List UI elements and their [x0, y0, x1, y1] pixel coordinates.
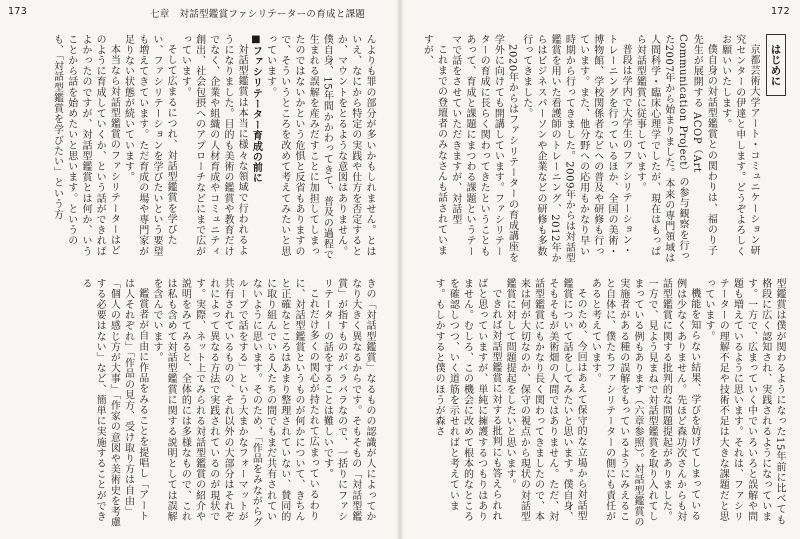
paragraph: 本当なら対話型鑑賞のファシリテーターはどのように育成していくか、という話ができればよかったのですが、対話型鑑賞とは何か、いうことから話を始めたいと思います。というのも、「対話型鑑賞を学びたい」という方 [51, 34, 120, 257]
paragraph: 僕自身の対話型鑑賞との関わりは、福のり子先生が展開する ACOP（Art Communication Project）の参与観察を行った2007年から始まりました。本来の専門領域は人間科学・臨床心理学でしたが、現在はもっぱら対話型鑑賞に従事しています。 [634, 34, 717, 264]
right-page-number: 172 [770, 6, 790, 17]
paragraph: できれば対話型鑑賞に対する批判にも答えられればと思っていますが、単純に擁護するつもりはありません。むしろ、この機会に改めて根本的なところを確認しつつ、いく道筋を示せればと考えています。もしかすると僕のほうが森さ [433, 278, 501, 522]
right-top-text-block [421, 34, 760, 264]
left-bottom-text-block [8, 278, 376, 528]
paragraph: そのため、今回はあえて保守的な立場から対話型鑑賞について話をしてみたいと思います。僕自身、そもそもが美術畑の人間ではありません。ただ、対話型鑑賞にもかなり長く関わってきましたので、本来は何が大切なのか、保守の視点から現状の対話型鑑賞に対して問題提起をしたいと思います。 [504, 278, 587, 522]
paragraph: んよりも罪の部分が多いかもしれません。とはいえ、なにから特定の実践や仕方を否定するとか、マウントをとるような意図はありません。僕自身、15年間かかわってきて、普及の過程で生まれる誤解を産みだすことに加担してしまったのではないかという危惧と反省もありますので、そういうところを改めて考えてみたいと思っています。 [264, 34, 375, 260]
paragraph: 鑑賞者が自由に作品をみることを提唱し「アートは人それぞれ」「作品の見方、受け取り方は自由」「個人の感じ方が大事」「作家の意図や美術史を考慮する必要はない」など、簡単に実施することができる [79, 278, 148, 528]
section-heading: ■ファシリテーター育成の前に [250, 34, 262, 184]
paragraph: 京都芸術大学アート・コミュニケーション研究センターの伊達と申します。どうぞよろしくお願いいたします。 [719, 34, 759, 257]
left-top-text-block [8, 34, 376, 266]
paragraph: 2020年からはファシリテーターの育成講座を学外に向けても開講しています。ファシリテーターの育成に長らく関わってきたということもあって、育成と課題にまつわる課題というテーマで話をさせていただきますが、対話型 [449, 34, 518, 263]
paragraph: 型鑑賞は僕が関わるようになった15年前に比べても格段に広く認知され、実践されるようになっています。一方で、広まっていく中でいろいろと誤解や問題も増えているように思います。それは、ファシリテーターの理解不足や技術不足は大きな課題だと思っています。 [702, 278, 785, 526]
paragraph: 普段は学内で大学生のファシリテーション・トレーニングを行っているほか、全国の美術・博物館、学校関係者などへの普及や研修も行っています。また、他分野への応用もかなり早い時期から行ってきました。2009年からは対話型鑑賞を用いた看護師のトレーニング、2012年からはビジネスパーソンや企業などの研修も多数行ってきました。 [520, 34, 632, 264]
chapter-intro-heading: はじめに [766, 34, 786, 96]
running-head: 七章 対話型鑑賞ファシリテーターの育成と課題 [150, 9, 366, 20]
right-bottom-text-block [431, 278, 786, 528]
right-page [402, 0, 800, 539]
paragraph: 対話型鑑賞は本当に様々な領域で行われるようになりました。目的も美術の鑑賞や教育だけでなく、企業や組織の人材育成やコミュニティ創出、社会包摂へのアプローチなどにまで広がっています。 [179, 34, 248, 257]
paragraph: 機能を知らない結果、学びを妨げてしまっている例は少なくありません。先ほど森功次さんからも対話型鑑賞に関する批判的な問題提起がありました。一方で、見よう見まねで対話型鑑賞を取り入れてしまっている例もあります（六章参照）。対話型鑑賞の実施者がある種の誤解をもっているようにみえること自体に、僕たちファシリテーターの側にも責任があると考えています。 [589, 278, 700, 528]
paragraph: これだけ多くの関心が持たれて広まっているわりに、対話型鑑賞というものが何かについて、きちんと正確なところはあまり整理されていない、賛同的に取り組んでいる人たちの間でもまだ共有されていないように思います。そのため、「作品をみながらグループで話をする」という大まかなフォーマットが共有されているものの、それ以外の大部分はそれぞれによって異なる方法で実践されているのが現状です。実際、ネット上でみられる対話型鑑賞の紹介や説明をみてみると、全体的には多様なもので、これは私も含めて対話型鑑賞に関する説明としては誤解を含んでいます。 [150, 278, 319, 528]
paragraph: きの「対話型鑑賞」なるものの認識が人によってかなり大きく異なるからです。そもそもの「対話型鑑賞」が指すものがバラバラなので、一括りにファシリテーターの話をすることは難しいです。 [321, 278, 375, 522]
left-page [0, 0, 398, 539]
paragraph: そして広まるにつれ、対話型鑑賞を学びたい、ファシリテーションを学びたいという要望も増えてきています。ただ育成の場や専門家が足りない状態が続いています。 [122, 34, 177, 257]
paragraph: これまでの登壇者のみなさんも話されていますが、 [421, 34, 447, 256]
left-page-number: 173 [8, 6, 28, 17]
